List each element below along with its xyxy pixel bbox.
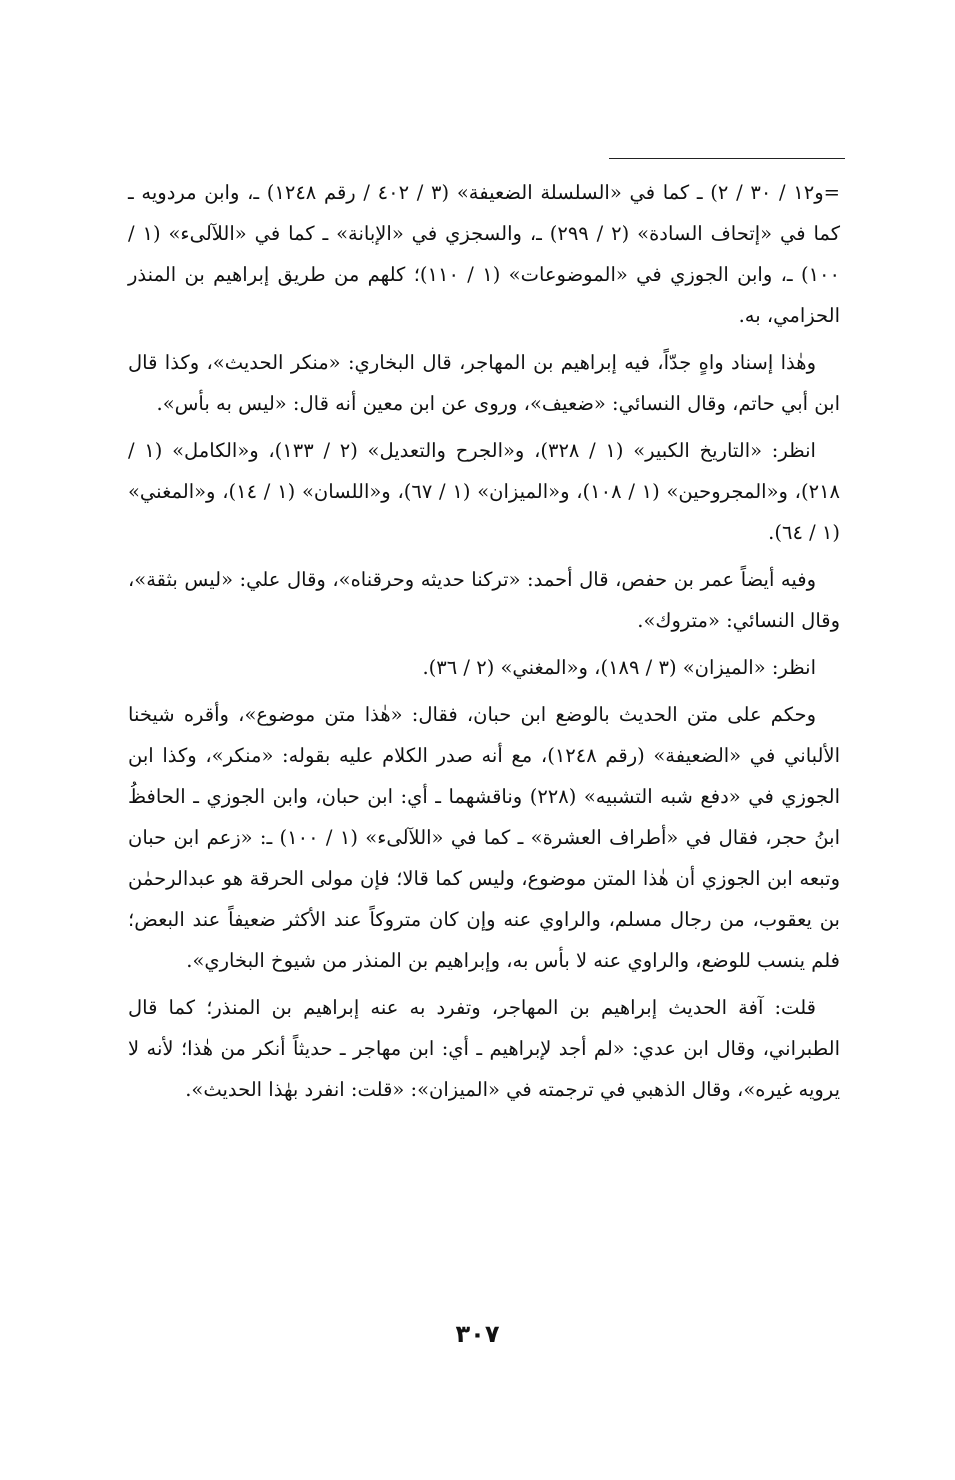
page-number: ٣٠٧ (455, 1320, 500, 1348)
footnote-text-block (128, 172, 840, 1116)
footnote-paragraph-5: انظر: «الميزان» (٣ / ١٨٩)، و«المغني» (٢ / ٣٦). (422, 656, 816, 679)
footnote-paragraph-6: وحكم على متن الحديث بالوضع ابن حبان، فقال: «هٰذا متن موضوع»، وأقره شيخنا الألباني في «الضعيفة» (رقم ١٢٤٨)، مع أنه صدر الكلام عليه بقوله: «منكر»، وكذا ابن الجوزي في «دفع شبه التشبيه» (٢٢٨) وناقشهما ـ أي: ابن حبان، وابن الجوزي ـ الحافظُ ابنُ حجر، فقال في «أطراف العشرة» ـ كما في «اللآلىء» (١ / ١٠٠) ـ: «زعم ابن حبان وتبعه ابن الجوزي أن هٰذا المتن موضوع، وليس كما قالا؛ فإن مولى الحرقة هو عبدالرحمٰن بن يعقوب، من رجال مسلم، والراوي عنه وإن كان متروكاً عند الأكثر ضعيفاً عند البعض؛ فلم ينسب للوضع، والراوي عنه لا بأس به، وإبراهيم بن المنذر من شيوخ البخاري». (128, 703, 840, 972)
footnote-paragraph-4: وفيه أيضاً عمر بن حفص، قال أحمد: «تركنا حديثه وحرقناه»، وقال علي: «ليس بثقة»، وقال النسائي: «متروك». (128, 568, 840, 632)
footnote-paragraph-3: انظر: «التاريخ الكبير» (١ / ٣٢٨)، و«الجرح والتعديل» (٢ / ١٣٣)، و«الكامل» (١ / ٢١٨)، و«المجروحين» (١ / ١٠٨)، و«الميزان» (١ / ٦٧)، و«اللسان» (١ / ١٤)، و«المغني» (١ / ٦٤). (128, 439, 841, 544)
footnote-paragraph-1: =و١٢ / ٣٠ / ٢) ـ كما في «السلسلة الضعيفة» (٣ / ٤٠٢ / رقم ١٢٤٨) ـ، وابن مردويه ـ كما في «إتحاف السادة» (٢ / ٢٩٩) ـ، والسجزي في «الإبانة» ـ كما في «اللآلىء» (١ / ١٠٠) ـ، وابن الجوزي في «الموضوعات» (١ / ١١٠)؛ كلهم من طريق إبراهيم بن المنذر الحزامي، به. (128, 181, 840, 327)
footnote-paragraph-7: قلت: آفة الحديث إبراهيم بن المهاجر، وتفرد به عنه إبراهيم بن المنذر؛ كما قال الطبراني، وقال ابن عدي: «لم أجد لإبراهيم ـ أي: ابن مهاجر ـ حديثاً أنكر من هٰذا؛ لأنه لا يرويه غيره»، وقال الذهبي في ترجمته في «الميزان»: «قلت: انفرد بهٰذا الحديث». (128, 996, 840, 1101)
footnote-separator-line (609, 158, 845, 159)
footnote-paragraph-2: وهٰذا إسناد واهٍ جدّاً، فيه إبراهيم بن المهاجر، قال البخاري: «منكر الحديث»، وكذا قال ابن أبي حاتم، وقال النسائي: «ضعيف»، وروى عن ابن معين أنه قال: «ليس به بأس». (128, 351, 840, 415)
